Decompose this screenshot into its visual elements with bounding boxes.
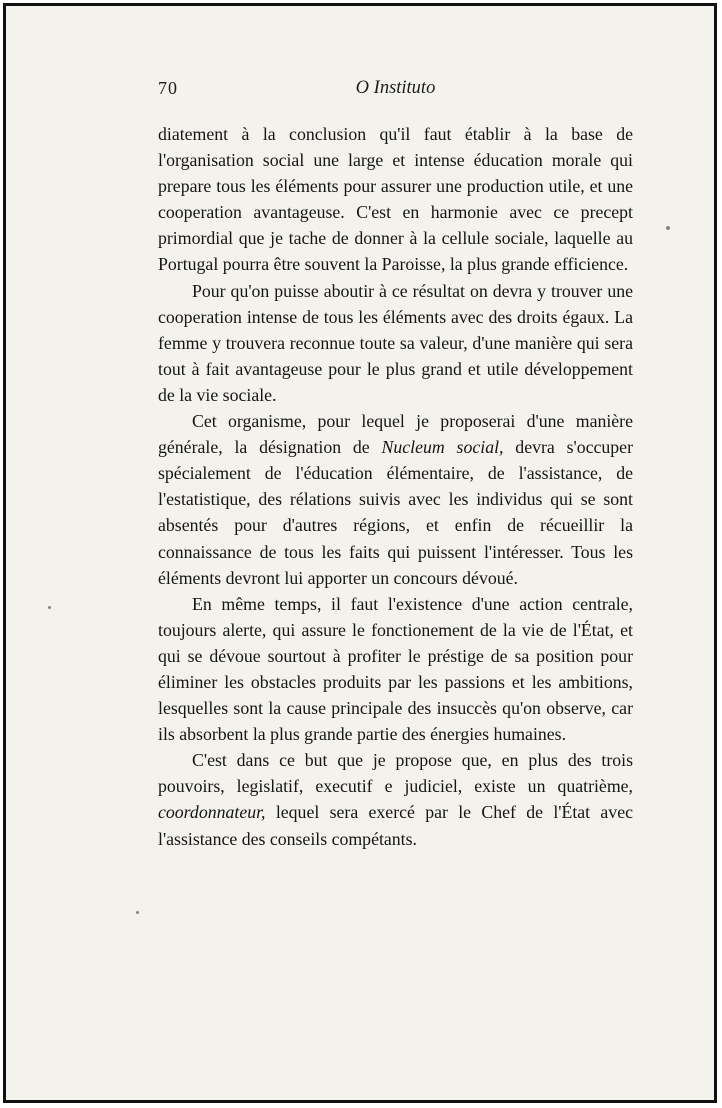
paragraph-4-text: En même temps, il faut l'existence d'une action centrale, toujours alerte, qui assure le fonctionement de la vie de l'État, et qui se dévoue sourtout à profiter le préstige de sa position pour éliminer les obstacles produits par les passions et les ambitions, lesquelles sont la cause principale des insuccès qu'on observe, car ils absorbent la plus grande partie des énergies humaines. — [158, 593, 633, 745]
scan-speck — [666, 226, 670, 230]
body-text — [158, 121, 633, 852]
running-title: O Instituto — [355, 78, 436, 98]
scanned-page — [3, 3, 717, 1103]
paragraph-1 — [158, 121, 633, 278]
scan-speck — [136, 911, 139, 914]
paragraph-3-text-a: Cet organisme, pour lequel je proposerai d'une manière générale, la désignation de — [158, 411, 633, 458]
paragraph-2 — [158, 278, 633, 408]
paragraph-3 — [158, 408, 633, 591]
paragraph-3-text-b: devra s'occuper spécialement de l'éducation élémentaire, de l'assistance, de l'estatistique, des rélations suivis avec les individus qui se sont absentés pour d'autres régions, et enfin de récueillir la connaissance de tous les faits qui puissent l'intéresser. Tous les éléments devront lui apporter un concours dévoué. — [158, 437, 634, 588]
scan-speck — [48, 606, 51, 609]
paragraph-1-text: diatement à la conclusion qu'il faut établir à la base de l'organisation social une large et intense éducation morale qui prepare tous les éléments pour assurer une production utile, et une cooperation avantageuse. C'est en harmonie avec ce precept primordial que je tache de donner à la cellule sociale, laquelle au Portugal pourra être souvent la Paroisse, la plus grande efficience. — [158, 124, 633, 275]
page-header — [158, 78, 633, 106]
paragraph-2-text: Pour qu'on puisse aboutir à ce résultat on devra y trouver une cooperation intense de tous les éléments avec des droits égaux. La femme y trouvera reconnue toute sa valeur, d'une manière qui sera tout à fait avantageuse pour le plus grand et utile développement de la vie sociale. — [158, 280, 633, 405]
paragraph-5 — [158, 747, 633, 851]
term-nucleum-social: Nucleum social, — [381, 437, 504, 458]
term-coordonnateur: coordonnateur, — [158, 802, 266, 823]
paragraph-5-text-a: C'est dans ce but que je propose que, en plus des trois pouvoirs, legislatif, executif e judiciel, existe un quatrième, — [158, 750, 633, 797]
paragraph-4 — [158, 591, 633, 748]
paragraph-5-text-b: lequel sera exercé par le Chef de l'État avec l'assistance des conseils compétants. — [158, 802, 633, 849]
page-number: 70 — [158, 78, 178, 98]
